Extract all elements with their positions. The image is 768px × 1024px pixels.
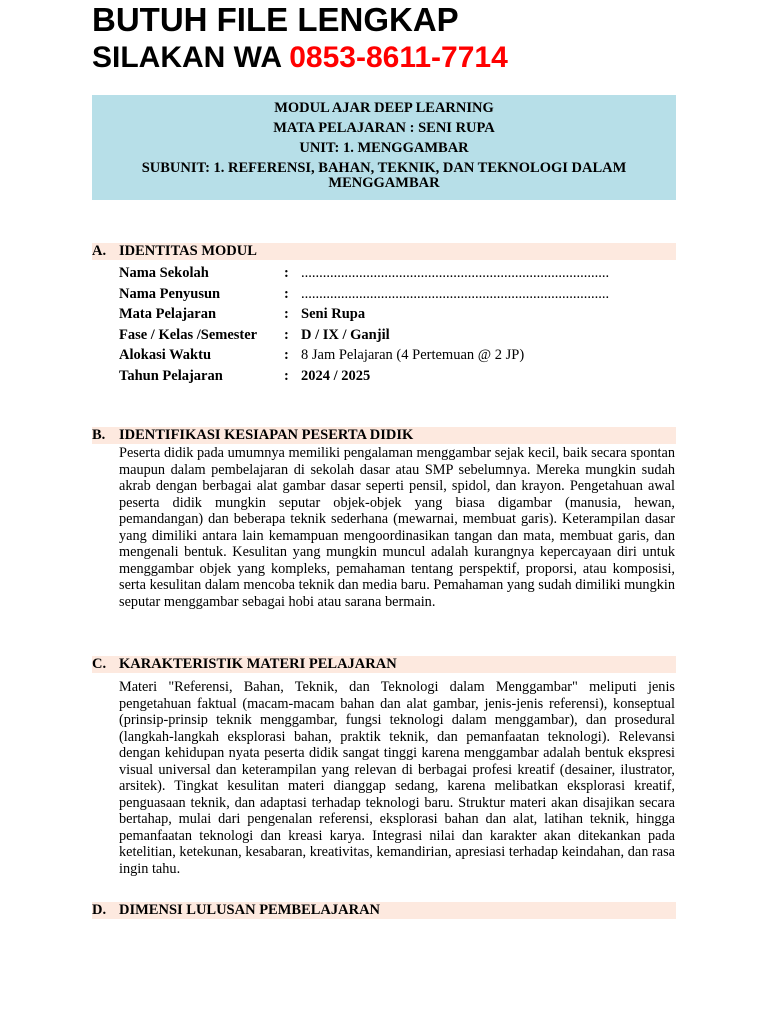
promo-phone-number: 0853-8611-7714	[289, 41, 508, 74]
subunit-title: SUBUNIT: 1. REFERENSI, BAHAN, TEKNIK, DAN TEKNOLOGI DALAM MENGGAMBAR	[141, 160, 627, 191]
subject-title: MATA PELAJARAN : SENI RUPA	[273, 120, 495, 136]
promo-line-1: BUTUH FILE LENGKAP	[92, 1, 459, 38]
section-title: IDENTIFIKASI KESIAPAN PESERTA DIDIK	[119, 427, 414, 443]
identity-label: Nama Penyusun	[119, 285, 221, 302]
promo-line-2-prefix: SILAKAN WA	[92, 41, 290, 74]
identity-value: D / IX / Ganjil	[301, 326, 390, 343]
identity-colon: :	[284, 347, 289, 363]
identity-value: 8 Jam Pelajaran (4 Pertemuan @ 2 JP)	[301, 347, 525, 363]
module-title-banner	[92, 95, 676, 200]
identity-label: Fase / Kelas /Semester	[119, 326, 258, 343]
section-title: KARAKTERISTIK MATERI PELAJARAN	[119, 656, 397, 672]
identity-label: Nama Sekolah	[119, 265, 209, 281]
identity-colon: :	[284, 306, 289, 322]
identity-label: Alokasi Waktu	[119, 347, 212, 363]
identity-label: Mata Pelajaran	[119, 306, 217, 322]
section-letter: D.	[92, 902, 107, 918]
unit-title: UNIT: 1. MENGGAMBAR	[299, 140, 469, 156]
identity-colon: :	[284, 285, 289, 302]
section-heading-a	[92, 243, 676, 260]
readiness-paragraph: Peserta didik pada umumnya memiliki pengalaman menggambar sejak kecil, baik secara spontan maupun dalam pembelajaran di sekolah dasar atau SMP sebelumnya. Mereka mungkin sudah akrab dengan berbagai alat gambar dasar seperti pensil, spidol, dan krayon. Pengetahuan awal peserta didik mungkin seputar objek-objek yang biasa digambar (manusia, hewan, pemandangan) dan beberapa teknik sederhana (mewarnai, membuat garis). Keterampilan dasar yang dimiliki antara lain kemampuan mengoordinasikan tangan dan mata, membuat garis, dan mengenali bentuk. Kesulitan yang mungkin muncul adalah kurangnya kepercayaan diri untuk menggambar objek yang kompleks, pemahaman tentang perspektif, proporsi, atau komposisi, serta kesulitan dalam mencoba teknik dan media baru. Pemahaman yang sudah dimiliki mungkin seputar menggambar sebagai hobi atau sarana bermain.	[119, 445, 675, 610]
identity-value: Seni Rupa	[301, 306, 366, 322]
identity-value: .....................................................................................	[301, 285, 610, 302]
module-title: MODUL AJAR DEEP LEARNING	[274, 100, 494, 116]
identity-label: Tahun Pelajaran	[119, 367, 223, 384]
section-letter: B.	[92, 427, 106, 443]
section-letter: C.	[92, 656, 107, 672]
section-title: IDENTITAS MODUL	[119, 243, 257, 259]
section-title: DIMENSI LULUSAN PEMBELAJARAN	[119, 902, 381, 918]
section-heading-d	[92, 902, 676, 919]
identity-value: .....................................................................................	[301, 265, 610, 281]
material-paragraph: Materi "Referensi, Bahan, Teknik, dan Teknologi dalam Menggambar" meliputi jenis pengetahuan faktual (macam-macam bahan dan alat gambar, jenis-jenis referensi), konseptual (prinsip-prinsip teknik menggambar, fungsi teknologi dalam menggambar), dan prosedural (langkah-langkah eksplorasi bahan, praktik teknik, dan pemanfaatan teknologi). Relevansi dengan kehidupan nyata peserta didik sangat tinggi karena menggambar adalah bentuk ekspresi visual universal dan keterampilan yang relevan di berbagai profesi kreatif (desainer, ilustrator, arsitek). Tingkat kesulitan materi dianggap sedang, karena melibatkan eksplorasi kreatif, penguasaan teknik, dan adaptasi terhadap teknologi baru. Struktur materi akan disajikan secara bertahap, mulai dari pengenalan referensi, eksplorasi bahan dan alat, latihan teknik, hingga pemanfaatan teknologi dan kreasi karya. Integrasi nilai dan karakter akan ditekankan pada ketelitian, ketekunan, kesabaran, kreativitas, kemandirian, apresiasi terhadap keindahan, dan rasa ingin tahu.	[119, 679, 675, 877]
identity-colon: :	[284, 367, 289, 384]
identity-value: 2024 / 2025	[301, 367, 371, 384]
section-heading-b	[92, 427, 676, 444]
promo-line-2	[92, 40, 508, 76]
identity-colon: :	[284, 326, 289, 343]
section-heading-c	[92, 656, 676, 673]
identity-colon: :	[284, 265, 289, 281]
section-letter: A.	[92, 243, 107, 259]
